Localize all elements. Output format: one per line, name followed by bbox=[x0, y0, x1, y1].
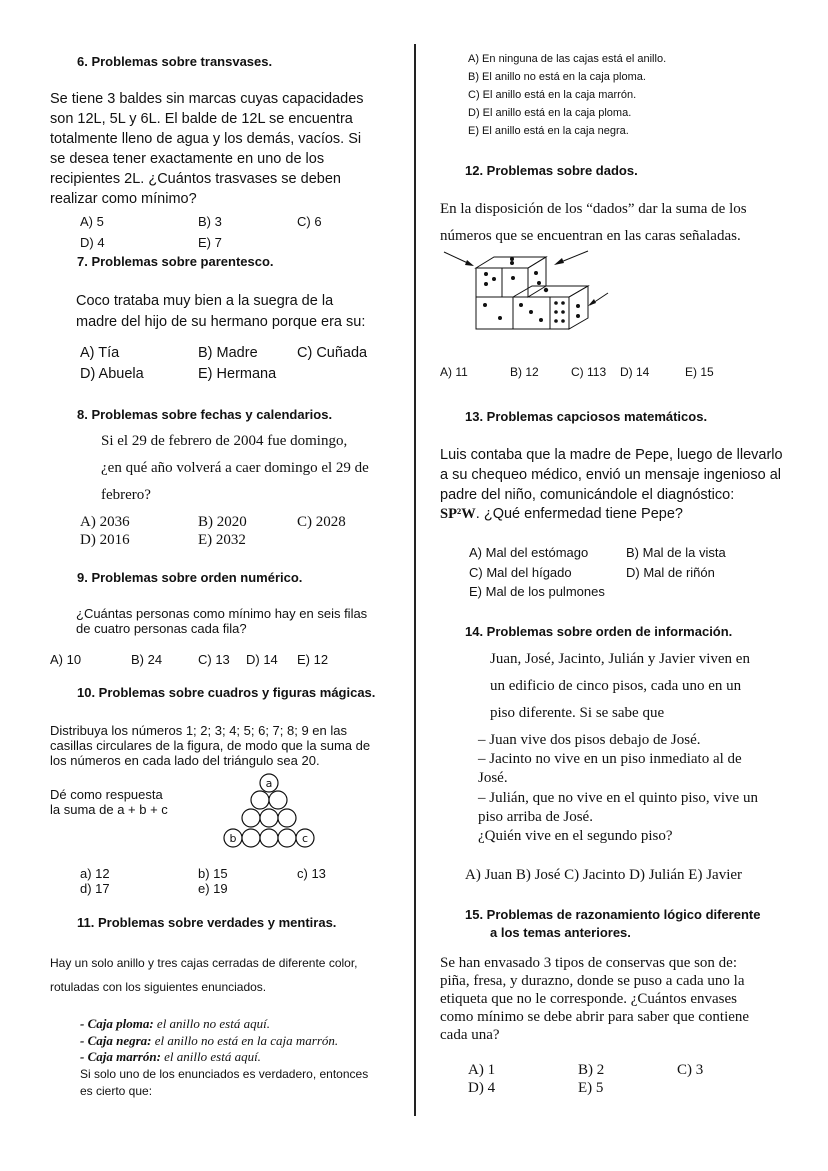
problem-15-line: como mínimo se debe abrir para saber que contiene bbox=[440, 1009, 750, 1025]
problem-6-option: D) 4 bbox=[80, 235, 105, 250]
problem-15-title: a los temas anteriores. bbox=[490, 925, 631, 940]
problem-6-line: totalmente lleno de agua y los demás, vacíos. Si bbox=[50, 131, 362, 147]
problem-6-option: B) 3 bbox=[198, 214, 222, 229]
die-side-face bbox=[528, 257, 546, 297]
circle bbox=[278, 829, 296, 847]
problem-12-line: En la disposición de los “dados” dar la suma de los bbox=[440, 201, 747, 217]
problem-7-option: E) Hermana bbox=[198, 366, 277, 382]
problem-14-question: ¿Quién vive en el segundo piso? bbox=[478, 828, 673, 844]
problem-10-title: 10. Problemas sobre cuadros y figuras mágicas. bbox=[77, 685, 376, 700]
problem-11-title: 11. Problemas sobre verdades y mentiras. bbox=[77, 915, 337, 930]
problem-14-clue: José. bbox=[478, 770, 508, 786]
problem-9-option: C) 13 bbox=[198, 652, 230, 667]
problem-13-option: E) Mal de los pulmones bbox=[469, 584, 605, 599]
problem-8-line: febrero? bbox=[101, 487, 151, 503]
problem-15-line: etiqueta que no le corresponde. ¿Cuántos envases bbox=[440, 991, 737, 1007]
problem-6-line: son 12L, 5L y 6L. El balde de 12L se encuentra bbox=[50, 111, 353, 127]
problem-9-option: B) 24 bbox=[131, 652, 163, 667]
problem-11-question: Si solo uno de los enunciados es verdadero, entonces bbox=[80, 1067, 369, 1081]
problem-14-clue: – Juan vive dos pisos debajo de José. bbox=[478, 732, 701, 748]
problem-8-line: ¿en qué año volverá a caer domingo el 29 de bbox=[101, 460, 369, 476]
problem-15-option: A) 1 bbox=[468, 1062, 496, 1078]
problem-6-option: A) 5 bbox=[80, 214, 104, 229]
problem-13-option: C) Mal del hígado bbox=[469, 565, 572, 580]
circle bbox=[260, 809, 278, 827]
label-a: a bbox=[265, 777, 273, 790]
label-b: b bbox=[229, 832, 237, 845]
box-statement-marron: - Caja marrón: el anillo está aquí. bbox=[80, 1049, 261, 1064]
problem-8-option: D) 2016 bbox=[80, 532, 130, 548]
circle bbox=[269, 791, 287, 809]
problem-7-option: D) Abuela bbox=[80, 366, 144, 382]
problem-7-option: C) Cuñada bbox=[297, 345, 368, 361]
problem-12-option: E) 15 bbox=[685, 365, 714, 379]
problem-8-line: Si el 29 de febrero de 2004 fue domingo, bbox=[101, 433, 348, 449]
problem-15-line: piña, fresa, y durazno, donde se puso a cada uno la bbox=[440, 973, 745, 989]
problem-11-option: B) El anillo no está en la caja ploma. bbox=[468, 71, 646, 83]
problem-9-line: de cuatro personas cada fila? bbox=[76, 621, 247, 636]
problem-13-line: Luis contaba que la madre de Pepe, luego de llevarlo bbox=[440, 447, 783, 463]
problem-14-clue: – Julián, que no vive en el quinto piso, vive un bbox=[478, 790, 758, 806]
problem-10-option: b) 15 bbox=[198, 866, 228, 881]
problem-13-title: 13. Problemas capciosos matemáticos. bbox=[465, 409, 708, 424]
problem-13-option: D) Mal de riñón bbox=[626, 565, 715, 580]
problem-10-option: e) 19 bbox=[198, 881, 228, 896]
problem-14-line: piso diferente. Si se sabe que bbox=[490, 705, 665, 721]
problem-6-line: realizar como mínimo? bbox=[50, 191, 197, 207]
problem-9-title: 9. Problemas sobre orden numérico. bbox=[77, 570, 303, 585]
problem-14-line: un edificio de cinco pisos, cada uno en un bbox=[490, 678, 742, 694]
magic-triangle-figure bbox=[212, 770, 330, 858]
problem-7-option: B) Madre bbox=[198, 345, 258, 361]
problem-6-option: E) 7 bbox=[198, 235, 222, 250]
problem-11-option: A) En ninguna de las cajas está el anillo. bbox=[468, 53, 667, 65]
problem-8-option: C) 2028 bbox=[297, 514, 346, 530]
problem-6-line: Se tiene 3 baldes sin marcas cuyas capacidades bbox=[50, 91, 364, 107]
die-front-face bbox=[476, 297, 513, 329]
problem-14-line: Juan, José, Jacinto, Julián y Javier viven en bbox=[490, 651, 750, 667]
problem-15-option: B) 2 bbox=[578, 1062, 605, 1078]
problem-12-option: B) 12 bbox=[510, 365, 539, 379]
problem-8-option: A) 2036 bbox=[80, 514, 130, 530]
problem-13-option: A) Mal del estómago bbox=[469, 545, 589, 560]
problem-14-clue: – Jacinto no vive en un piso inmediato al de bbox=[478, 751, 742, 767]
problem-10-option: d) 17 bbox=[80, 881, 110, 896]
box-statement-negra: - Caja negra: el anillo no está en la caja marrón. bbox=[80, 1033, 339, 1048]
problem-6-line: se desea tener exactamente en uno de los bbox=[50, 151, 325, 167]
problem-10-option: c) 13 bbox=[297, 866, 326, 881]
problem-11-option: D) El anillo está en la caja ploma. bbox=[468, 107, 632, 119]
problem-9-option: D) 14 bbox=[246, 652, 278, 667]
problem-15-option: E) 5 bbox=[578, 1080, 604, 1096]
problem-10-option: a) 12 bbox=[80, 866, 110, 881]
problem-8-title: 8. Problemas sobre fechas y calendarios. bbox=[77, 407, 333, 422]
column-divider bbox=[414, 44, 416, 1116]
problem-13-line: padre del niño, comunicándole el diagnóstico: bbox=[440, 487, 735, 503]
problem-15-title: 15. Problemas de razonamiento lógico diferente bbox=[465, 907, 761, 922]
problem-10-line: casillas circulares de la figura, de modo que la suma de bbox=[50, 738, 371, 753]
diagnosis-code: SP²W bbox=[440, 506, 476, 522]
problem-11-line: Hay un solo anillo y tres cajas cerradas de diferente color, bbox=[50, 956, 358, 970]
problem-14-options: A) Juan B) José C) Jacinto D) Julián E) Javier bbox=[465, 867, 743, 883]
problem-9-option: A) 10 bbox=[50, 652, 82, 667]
problem-15-line: cada una? bbox=[440, 1027, 500, 1043]
circle bbox=[242, 809, 260, 827]
problem-12-title: 12. Problemas sobre dados. bbox=[465, 163, 638, 178]
problem-10-line: los números en cada lado del triángulo sea 20. bbox=[50, 753, 320, 768]
circle bbox=[278, 809, 296, 827]
problem-15-option: D) 4 bbox=[468, 1080, 496, 1096]
problem-11-question: es cierto que: bbox=[80, 1084, 153, 1098]
box-statement-ploma: - Caja ploma: el anillo no está aquí. bbox=[80, 1016, 270, 1031]
problem-13-option: B) Mal de la vista bbox=[626, 545, 726, 560]
problem-7-title: 7. Problemas sobre parentesco. bbox=[77, 254, 274, 269]
problem-10-prompt: Dé como respuesta bbox=[50, 787, 163, 802]
problem-15-option: C) 3 bbox=[677, 1062, 704, 1078]
problem-11-line: rotuladas con los siguientes enunciados. bbox=[50, 980, 267, 994]
problem-15-line: Se han envasado 3 tipos de conservas que son de: bbox=[440, 955, 738, 971]
problem-10-prompt: la suma de a + b + c bbox=[50, 802, 168, 817]
problem-10-line: Distribuya los números 1; 2; 3; 4; 5; 6; 7; 8; 9 en las bbox=[50, 723, 347, 738]
problem-6-option: C) 6 bbox=[297, 214, 322, 229]
problem-14-title: 14. Problemas sobre orden de información. bbox=[465, 624, 733, 639]
problem-8-option: E) 2032 bbox=[198, 532, 246, 548]
problem-13-line-code: SP²W. ¿Qué enfermedad tiene Pepe? bbox=[440, 506, 683, 522]
problem-7-line: Coco trataba muy bien a la suegra de la bbox=[76, 293, 334, 309]
problem-12-line: números que se encuentran en las caras señaladas. bbox=[440, 228, 741, 244]
problem-7-option: A) Tía bbox=[80, 345, 120, 361]
dice-figure bbox=[438, 248, 618, 338]
problem-11-option: C) El anillo está en la caja marrón. bbox=[468, 89, 637, 101]
problem-6-title: 6. Problemas sobre transvases. bbox=[77, 54, 273, 69]
problem-12-option: C) 113 bbox=[571, 365, 607, 379]
circle bbox=[260, 829, 278, 847]
problem-9-option: E) 12 bbox=[297, 652, 329, 667]
problem-13-line: a su chequeo médico, envió un mensaje ingenioso al bbox=[440, 467, 781, 483]
problem-7-line: madre del hijo de su hermano porque era su: bbox=[76, 314, 366, 330]
die-front-face bbox=[550, 297, 569, 329]
problem-12-option: D) 14 bbox=[620, 365, 650, 379]
circle bbox=[251, 791, 269, 809]
problem-8-option: B) 2020 bbox=[198, 514, 247, 530]
label-c: c bbox=[301, 832, 309, 845]
problem-12-option: A) 11 bbox=[440, 365, 468, 379]
circle bbox=[242, 829, 260, 847]
problem-14-clue: piso arriba de José. bbox=[478, 809, 593, 825]
die-top-face bbox=[513, 286, 588, 297]
problem-6-line: recipientes 2L. ¿Cuántos trasvases se deben bbox=[50, 171, 341, 187]
problem-9-line: ¿Cuántas personas como mínimo hay en seis filas bbox=[76, 606, 368, 621]
problem-11-option: E) El anillo está en la caja negra. bbox=[468, 125, 629, 137]
